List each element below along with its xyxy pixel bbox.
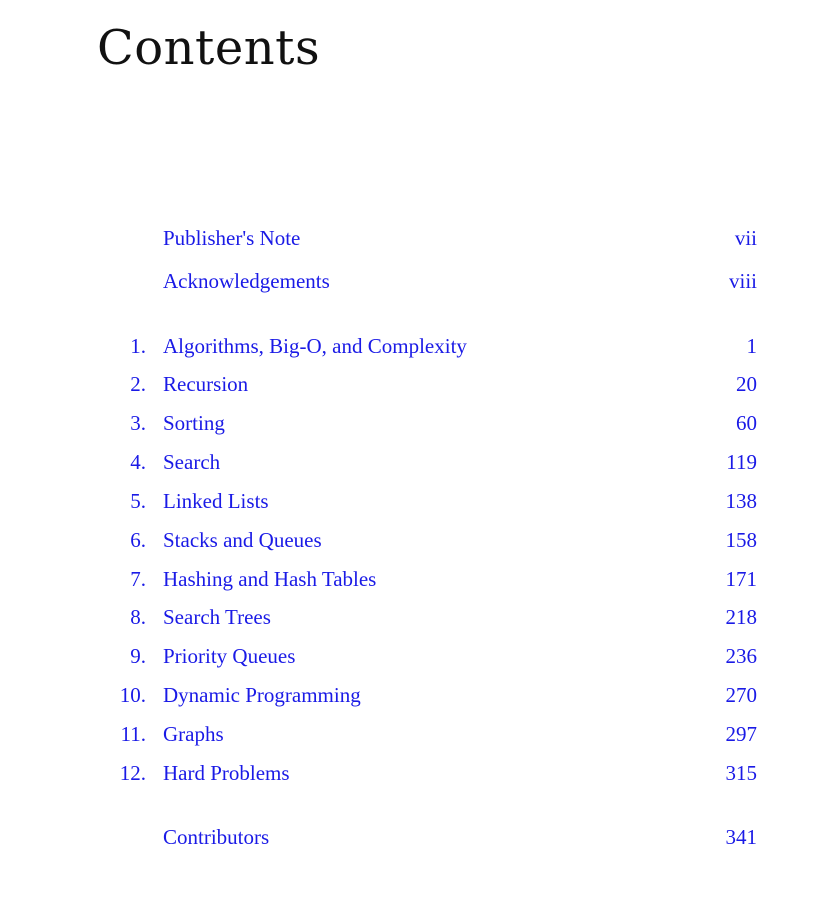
toc-entry-title[interactable]: Contributors [163,825,270,849]
toc-chapter-title[interactable]: Hard Problems [163,761,290,785]
toc-entry-title[interactable]: Publisher's Note [163,226,301,250]
toc-entry-page[interactable]: viii [728,269,757,293]
toc-chapter-12[interactable] [0,758,834,788]
toc-entry-contributors[interactable] [0,822,834,852]
toc-chapter-page[interactable]: 297 [725,722,757,746]
toc-chapter-number[interactable]: 3. [130,411,146,435]
toc-chapter-page[interactable]: 270 [725,683,757,707]
toc-chapter-3[interactable] [0,408,834,438]
toc-chapter-number[interactable]: 2. [130,372,146,396]
toc-chapter-title[interactable]: Priority Queues [163,644,296,668]
toc-chapter-number[interactable]: 10. [119,683,146,707]
toc-chapter-title[interactable]: Recursion [163,372,249,396]
toc-chapter-title[interactable]: Stacks and Queues [163,528,322,552]
toc-entry-acknowledgements[interactable] [0,266,834,296]
toc-chapter-page[interactable]: 218 [725,605,757,629]
toc-chapter-page[interactable]: 138 [725,489,757,513]
toc-chapter-page[interactable]: 158 [725,528,757,552]
toc-chapter-title[interactable]: Sorting [163,411,225,435]
toc-chapter-title[interactable]: Graphs [163,722,224,746]
toc-entry-page[interactable]: vii [734,226,757,250]
toc-chapter-7[interactable] [0,564,834,594]
toc-entry-title[interactable]: Acknowledgements [163,269,330,293]
toc-chapter-number[interactable]: 4. [130,450,146,474]
toc-chapter-number[interactable]: 9. [130,644,146,668]
toc-chapter-number[interactable]: 12. [119,761,146,785]
toc-chapter-page[interactable]: 119 [726,450,757,474]
toc-chapter-10[interactable] [0,680,834,710]
toc-entry-publishers-note[interactable] [0,223,834,253]
toc-chapter-title[interactable]: Search [163,450,221,474]
toc-chapter-page[interactable]: 1 [746,334,757,358]
toc-chapter-title[interactable]: Search Trees [163,605,271,629]
toc-chapter-number[interactable]: 8. [130,605,146,629]
toc-chapter-11[interactable] [0,719,834,749]
toc-chapter-number[interactable]: 11. [120,722,146,746]
page-title: Contents [97,20,321,76]
toc-chapter-page[interactable]: 236 [725,644,757,668]
toc-entry-page[interactable]: 341 [725,825,757,849]
toc-chapter-page[interactable]: 60 [736,411,757,435]
toc-chapter-page[interactable]: 171 [725,567,757,591]
toc-chapter-number[interactable]: 6. [130,528,146,552]
toc-chapter-number[interactable]: 5. [130,489,146,513]
toc-chapter-8[interactable] [0,602,834,632]
toc-chapter-page[interactable]: 20 [736,372,757,396]
toc-chapter-number[interactable]: 7. [130,567,146,591]
toc-chapter-title[interactable]: Linked Lists [163,489,269,513]
toc-chapter-number[interactable]: 1. [130,334,146,358]
toc-chapter-1[interactable] [0,331,834,361]
toc-chapter-page[interactable]: 315 [725,761,757,785]
toc-chapter-title[interactable]: Hashing and Hash Tables [163,567,377,591]
toc-chapter-5[interactable] [0,486,834,516]
toc-chapter-4[interactable] [0,447,834,477]
toc-chapter-title[interactable]: Dynamic Programming [163,683,361,707]
toc-chapter-9[interactable] [0,641,834,671]
toc-chapter-2[interactable] [0,369,834,399]
toc-chapter-title[interactable]: Algorithms, Big-O, and Complexity [163,334,467,358]
toc-chapter-6[interactable] [0,525,834,555]
